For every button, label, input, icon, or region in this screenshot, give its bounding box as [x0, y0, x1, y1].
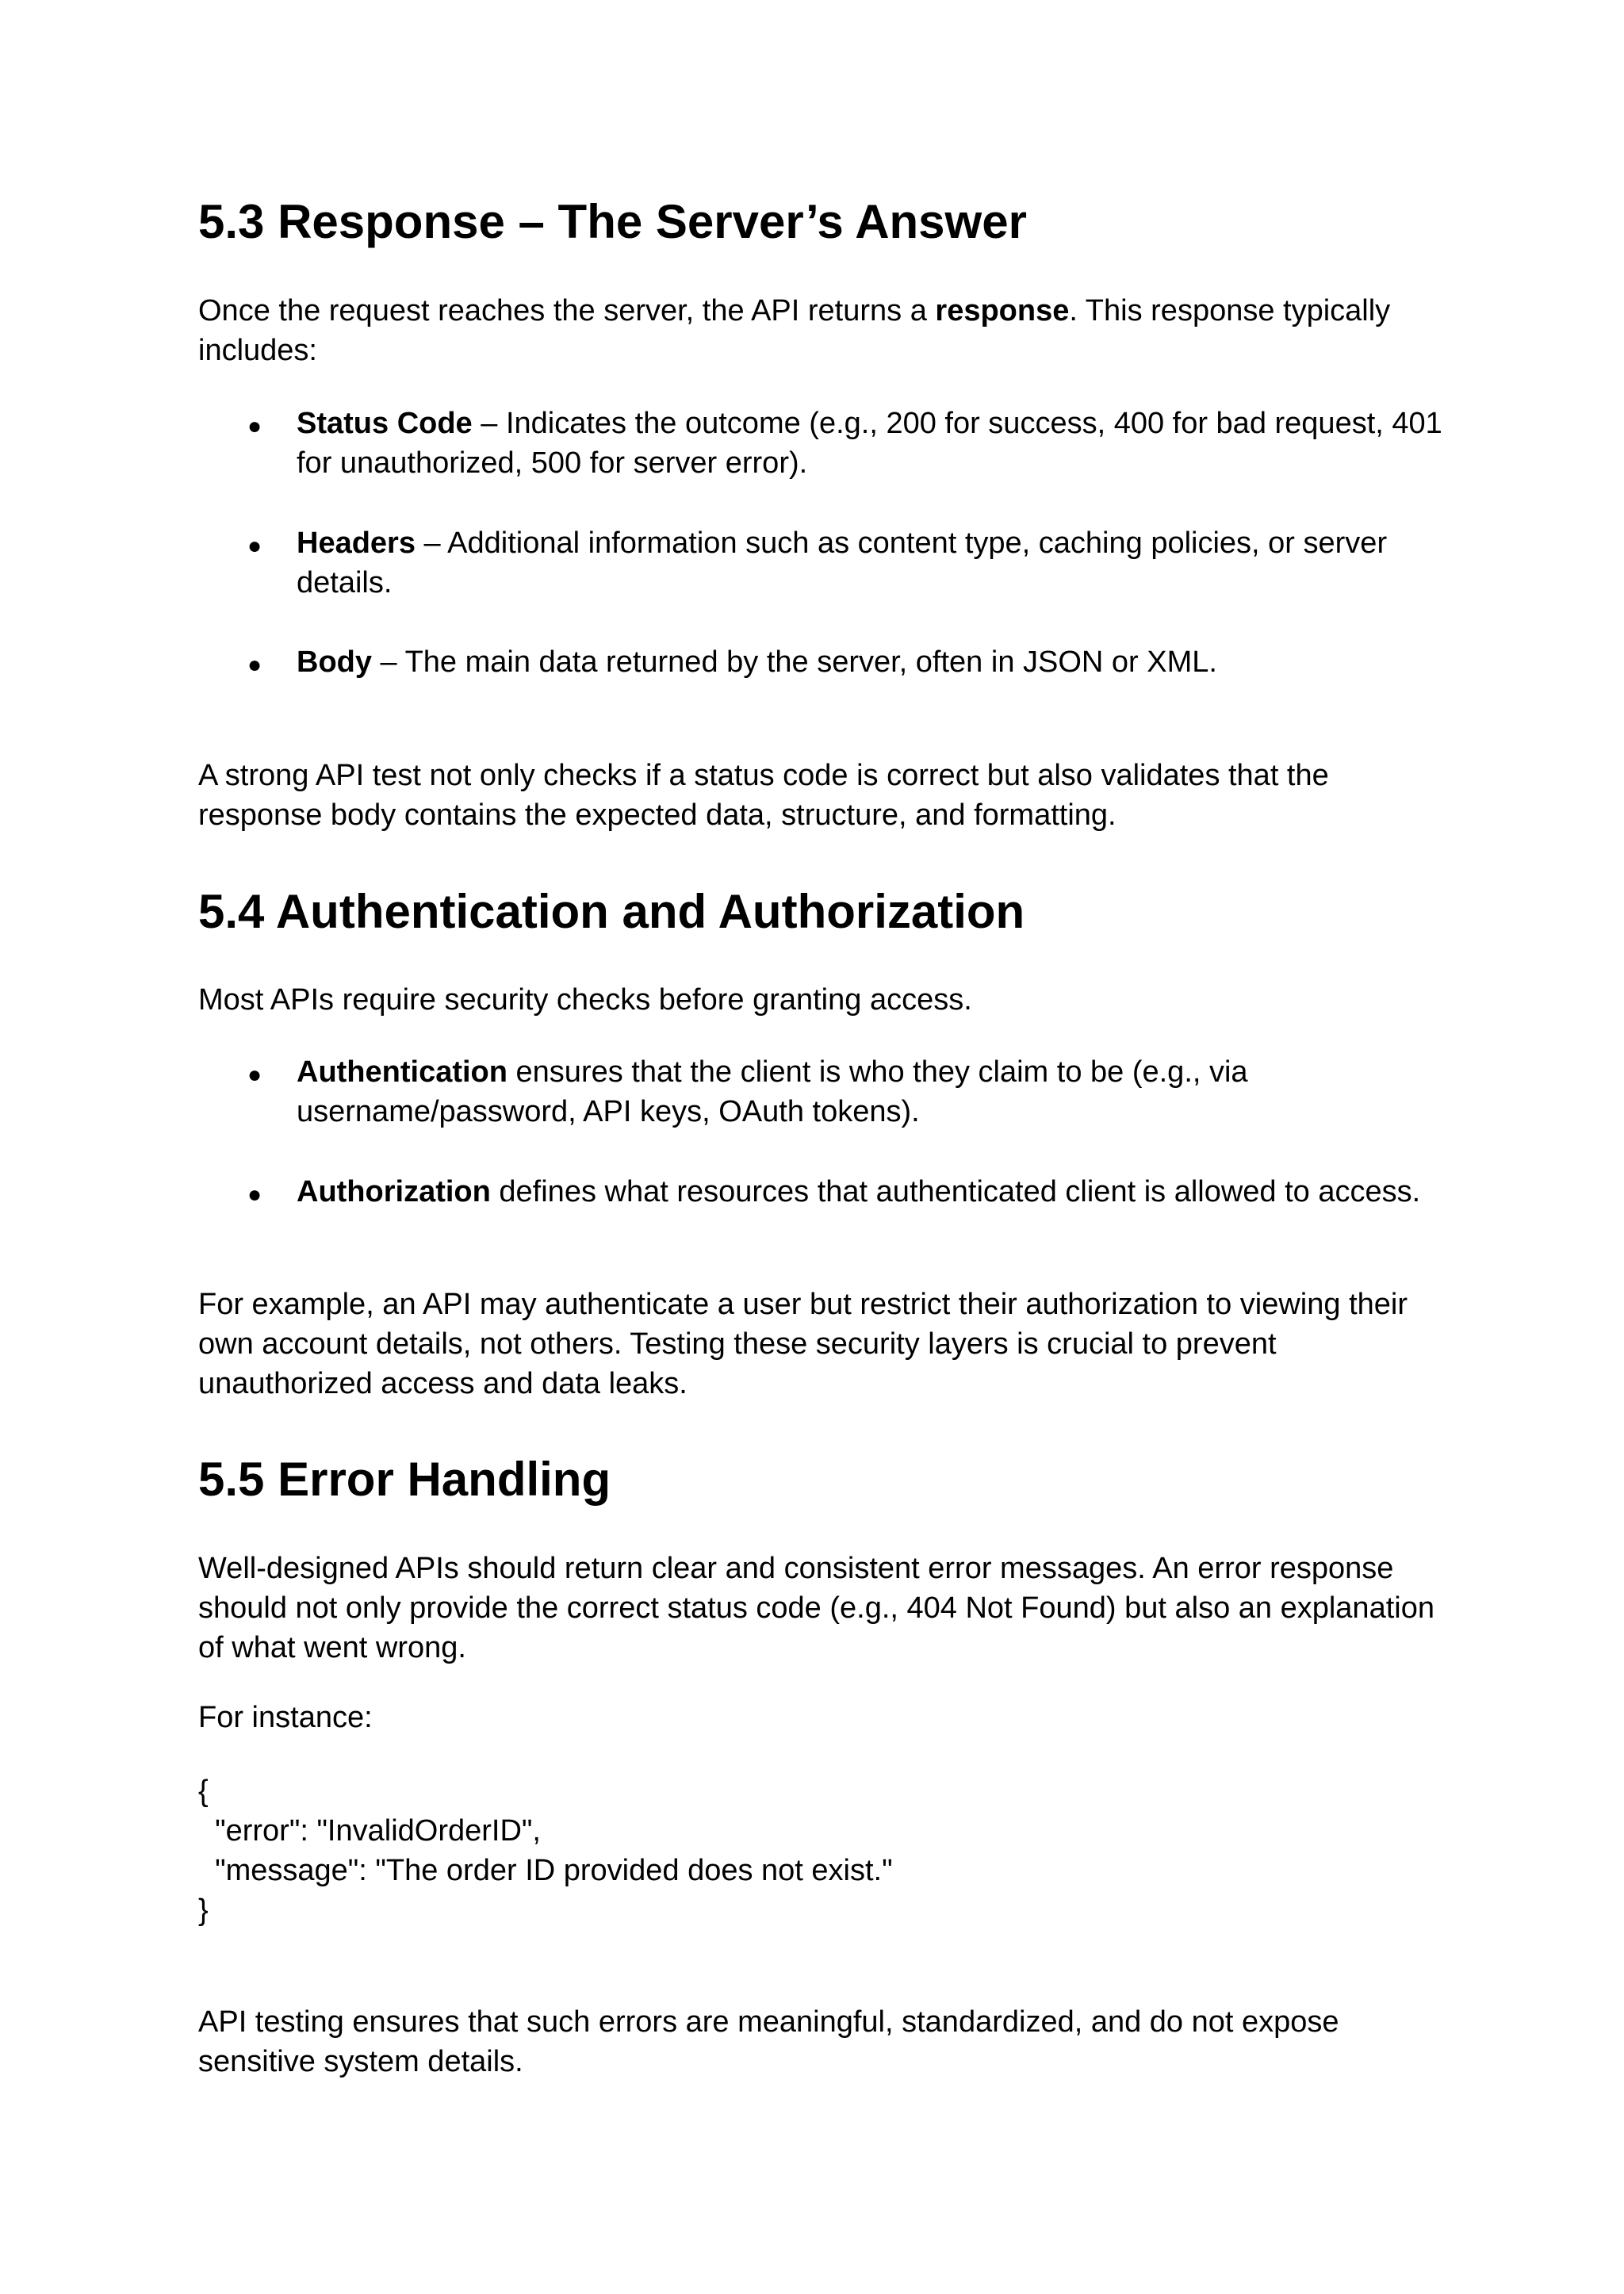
paragraph-auth-closing: For example, an API may authenticate a user but restrict their authorization to viewing their own account details, not others. Testing these security layers is crucial to prevent unauthorized access and data leaks. [198, 1288, 1408, 1400]
code-line: } [198, 1894, 209, 1927]
heading-5-5: 5.5 Error Handling [198, 1453, 611, 1506]
list-item-headers: Headers – Additional information such as content type, caching policies, or server details. [297, 527, 1388, 599]
bullet-marker: ● [247, 533, 262, 559]
list-item-status-code: Status Code – Indicates the outcome (e.g., 200 for success, 400 for bad request, 401 for unauthorized, 500 for server error). [297, 407, 1442, 480]
bullet-marker: ● [247, 1062, 262, 1088]
bullet-marker: ● [247, 652, 262, 678]
paragraph-auth-intro: Most APIs require security checks before granting access. [198, 983, 972, 1017]
list-item-body: Body – The main data returned by the server, often in JSON or XML. [297, 645, 1217, 679]
bullet-marker: ● [247, 413, 262, 439]
paragraph-error-closing: API testing ensures that such errors are meaningful, standardized, and do not expose sensitive system details. [198, 2005, 1339, 2078]
heading-5-3: 5.3 Response – The Server’s Answer [198, 195, 1027, 248]
bullet-marker: ● [247, 1181, 262, 1208]
heading-5-4: 5.4 Authentication and Authorization [198, 885, 1025, 938]
paragraph-for-instance: For instance: [198, 1701, 373, 1734]
code-line: { [198, 1775, 209, 1808]
code-line: "error": "InvalidOrderID", [198, 1814, 541, 1848]
paragraph-response-intro: Once the request reaches the server, the API returns a response. This response typically includes: [198, 294, 1391, 367]
code-line: "message": "The order ID provided does not exist." [198, 1854, 893, 1887]
list-item-authorization: Authorization defines what resources that authenticated client is allowed to access. [297, 1175, 1421, 1208]
paragraph-response-closing: A strong API test not only checks if a status code is correct but also validates that the response body contains the expected data, structure, and formatting. [198, 759, 1329, 832]
paragraph-error-intro: Well-designed APIs should return clear and consistent error messages. An error response should not only provide the correct status code (e.g., 404 Not Found) but also an explanation of what went wrong. [198, 1552, 1434, 1664]
list-item-authentication: Authentication ensures that the client is who they claim to be (e.g., via username/password, API keys, OAuth tokens). [297, 1055, 1248, 1128]
